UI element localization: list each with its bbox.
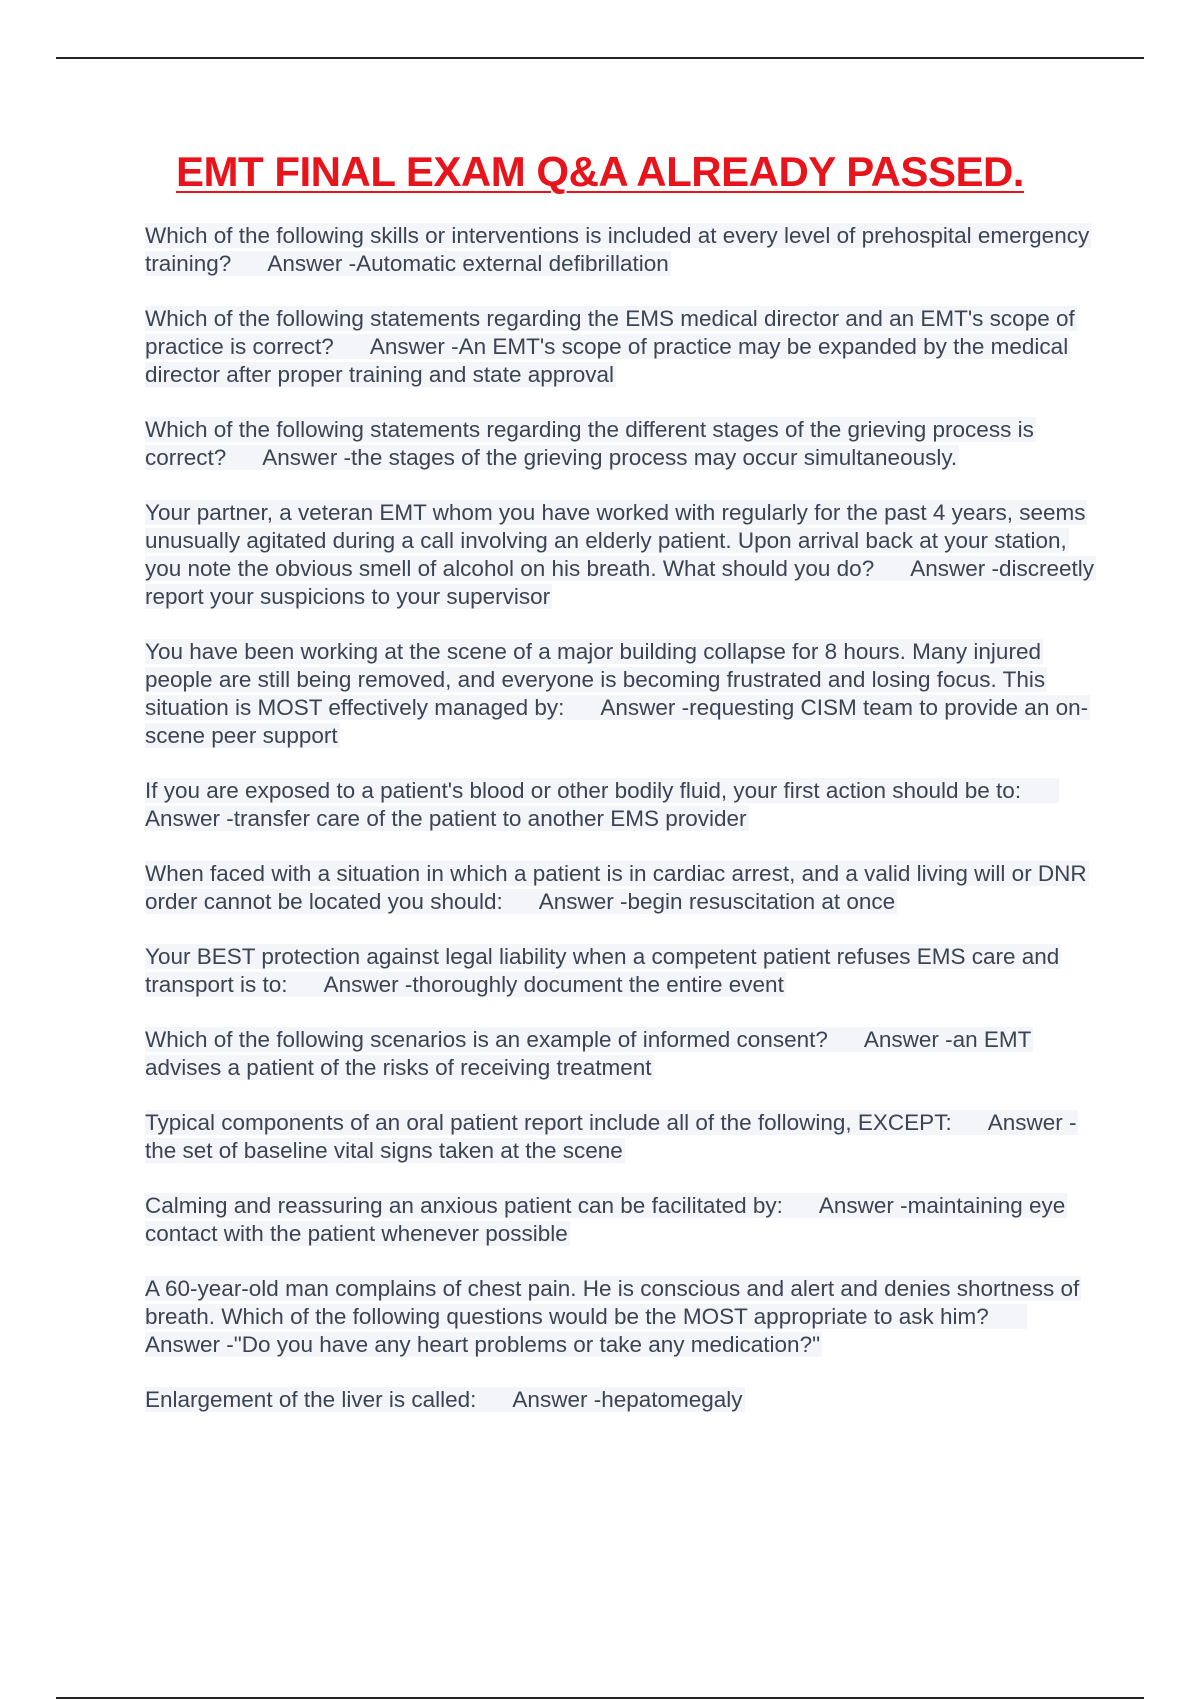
answer-text: Answer -thoroughly document the entire event	[323, 972, 784, 997]
answer-text: Answer -maintaining eye contact with the patient whenever possible	[145, 1193, 1066, 1246]
document-title	[0, 148, 1200, 196]
qa-list	[145, 222, 1095, 1441]
question-text: Which of the following statements regarding the EMS medical director and an EMT's scope of practice is correct?	[145, 306, 1075, 359]
header-rule	[56, 57, 1144, 59]
question-text: If you are exposed to a patient's blood or other bodily fluid, your first action should be to:	[145, 778, 1022, 803]
qa-item	[145, 1386, 1095, 1414]
footer-rule	[56, 1697, 1144, 1699]
question-text: A 60-year-old man complains of chest pain. He is conscious and alert and denies shortness of breath. Which of the following questions would be the MOST appropriate to ask him?	[145, 1276, 1080, 1329]
qa-item	[145, 305, 1095, 389]
qa-item	[145, 1192, 1095, 1248]
answer-text: Answer -the set of baseline vital signs taken at the scene	[145, 1110, 1077, 1163]
qa-item	[145, 638, 1095, 750]
qa-item	[145, 1109, 1095, 1165]
qa-item	[145, 860, 1095, 916]
document-title-text: EMT FINAL EXAM Q&A ALREADY PASSED.	[176, 148, 1024, 195]
answer-text: Answer -hepatomegaly	[512, 1387, 743, 1412]
question-text: Which of the following statements regarding the different stages of the grieving process is correct?	[145, 417, 1034, 470]
qa-item	[145, 222, 1095, 278]
answer-text: Answer -Automatic external defibrillation	[267, 251, 669, 276]
answer-text: Answer -an EMT advises a patient of the risks of receiving treatment	[145, 1027, 1031, 1080]
question-text: Enlargement of the liver is called:	[145, 1387, 477, 1412]
answer-text: Answer -the stages of the grieving process may occur simultaneously.	[262, 445, 958, 470]
answer-text: Answer -transfer care of the patient to another EMS provider	[145, 806, 747, 831]
question-text: When faced with a situation in which a patient is in cardiac arrest, and a valid living will or DNR order cannot be located you should:	[145, 861, 1087, 914]
answer-text: Answer -An EMT's scope of practice may be expanded by the medical director after proper training and state approval	[145, 334, 1069, 387]
question-text: Which of the following skills or interventions is included at every level of prehospital emergency training?	[145, 223, 1090, 276]
question-text: You have been working at the scene of a major building collapse for 8 hours. Many injured people are still being removed, and everyone is becoming frustrated and losing focus. This situation is MOST effectively managed by:	[145, 639, 1046, 720]
question-text: Calming and reassuring an anxious patient can be facilitated by:	[145, 1193, 783, 1218]
qa-item	[145, 1026, 1095, 1082]
question-text: Typical components of an oral patient report include all of the following, EXCEPT:	[145, 1110, 952, 1135]
answer-text: Answer -begin resuscitation at once	[538, 889, 896, 914]
question-text: Your partner, a veteran EMT whom you have worked with regularly for the past 4 years, seems unusually agitated during a call involving an elderly patient. Upon arrival back at your station, you note the obvious smell of alcohol on his breath. What should you do?	[145, 500, 1086, 581]
answer-text: Answer -discreetly report your suspicions to your supervisor	[145, 556, 1095, 609]
qa-item	[145, 943, 1095, 999]
qa-item	[145, 499, 1095, 611]
answer-text: Answer -requesting CISM team to provide an on-scene peer support	[145, 695, 1089, 748]
qa-item	[145, 1275, 1095, 1359]
qa-item	[145, 777, 1095, 833]
qa-item	[145, 416, 1095, 472]
question-text: Your BEST protection against legal liability when a competent patient refuses EMS care and transport is to:	[145, 944, 1060, 997]
answer-text: Answer -"Do you have any heart problems or take any medication?"	[145, 1332, 821, 1357]
question-text: Which of the following scenarios is an example of informed consent?	[145, 1027, 828, 1052]
